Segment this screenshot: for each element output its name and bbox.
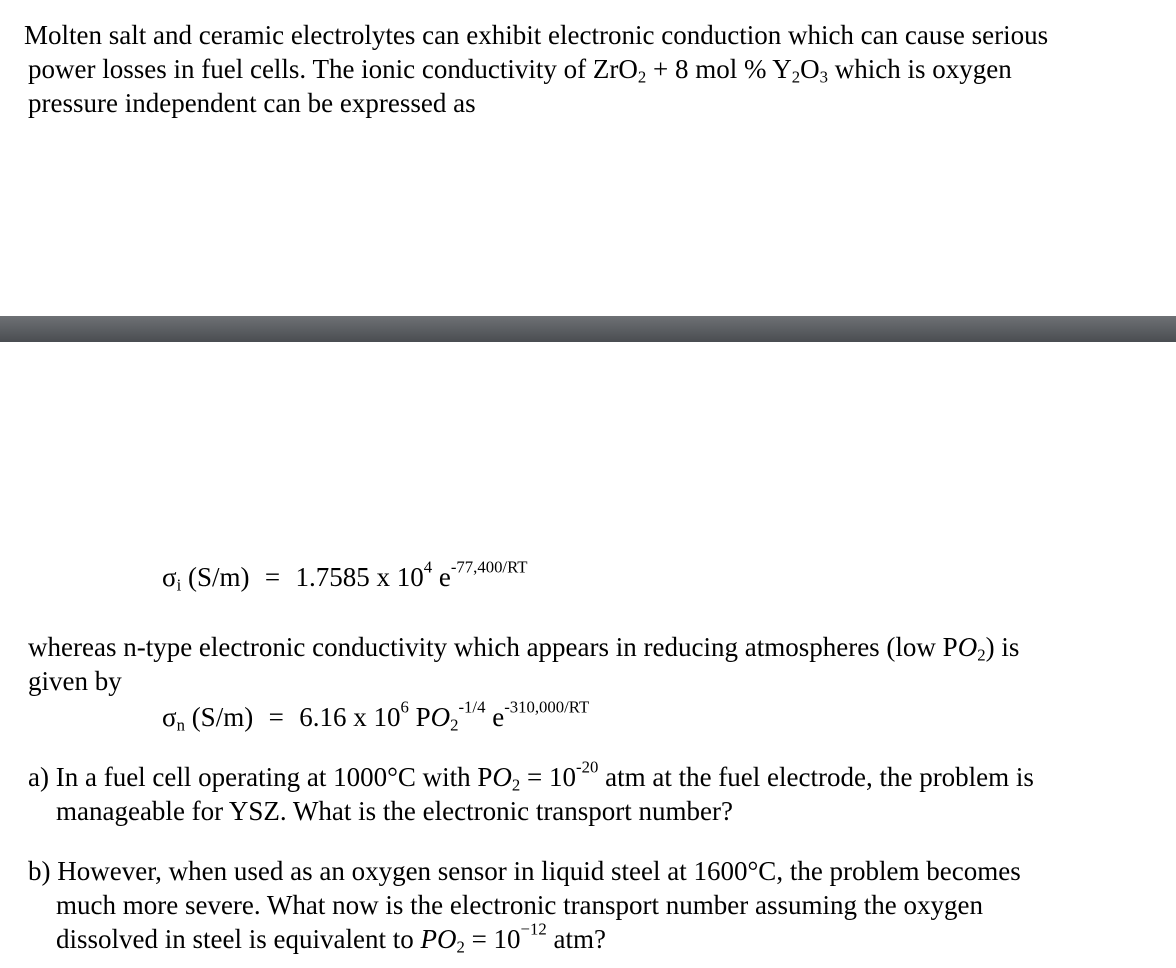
part-a-line-1: a) In a fuel cell operating at 1000°C with $PO_2 = 10^{-20}$ atm at the fuel electrode, the problem is <box>28 757 1034 795</box>
para2-line-1: whereas n-type electronic conductivity which appears in reducing atmospheres (low $PO_2$) is <box>28 632 1020 665</box>
ionic-conductivity-equation: $\sigma_i$ (S/m) = 1.7585 x $10^4$ $e^{-77,400/RT}$ <box>162 557 528 595</box>
part-a-line-2: manageable for YSZ. What is the electronic transport number? <box>56 796 734 826</box>
intro-line-3: pressure independent can be expressed as <box>28 88 476 118</box>
part-b-line-3: dissolved in steel is equivalent to $PO_2 = 10^{-12}$ atm? <box>56 919 606 957</box>
intro-line-2: power losses in fuel cells. The ionic conductivity of ZrO$_2$ + 8 mol % $Y_2O_3$ which is oxygen <box>28 54 1012 87</box>
section-divider <box>0 316 1176 342</box>
part-b-line-1: b) However, when used as an oxygen sensor in liquid steel at 1600°C, the problem becomes <box>28 856 1021 886</box>
part-b-line-2: much more severe. What now is the electronic transport number assuming the oxygen <box>56 890 983 920</box>
electronic-conductivity-equation: $\sigma_n$ (S/m) = 6.16 x $10^6$ $PO_2^{-1/4}$ $e^{-310,000/RT}$ <box>162 697 590 735</box>
intro-line-1: Molten salt and ceramic electrolytes can exhibit electronic conduction which can cause serious <box>24 20 1049 50</box>
para2-line-2: given by <box>28 666 122 696</box>
